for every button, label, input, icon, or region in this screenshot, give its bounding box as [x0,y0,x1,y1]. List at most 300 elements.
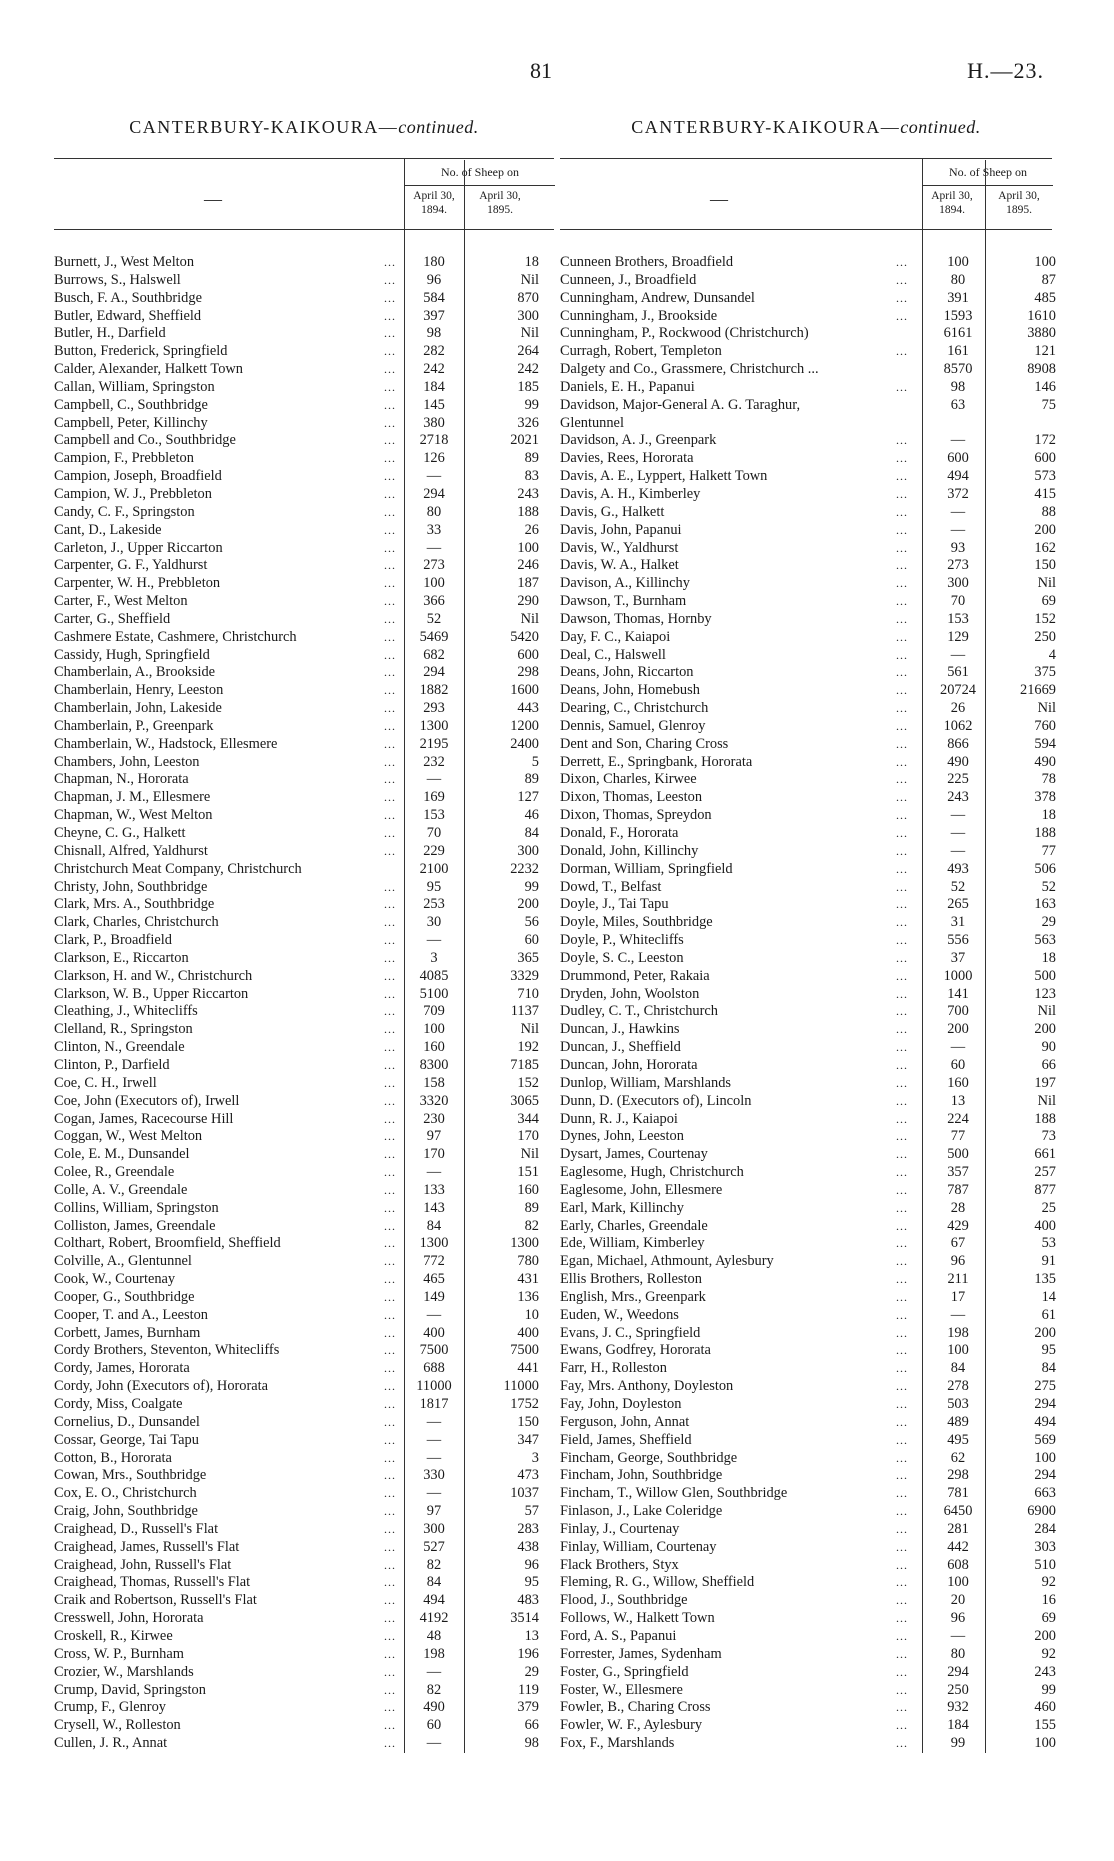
table-row [54,1057,554,1075]
leader-dots: ... [896,594,908,609]
owner-name: Donald, John, Killinchy [560,842,699,859]
table-row [560,593,1056,611]
leader-dots: ... [896,1718,908,1733]
sheep-1894-value: 31 [950,914,966,931]
table-row [560,807,1056,825]
owner-name: Flack Brothers, Styx [560,1556,679,1573]
table-row [54,736,554,754]
owner-name: Cunningham, Andrew, Dunsandel [560,289,755,306]
owner-name: Foster, W., Ellesmere [560,1681,683,1698]
sheep-1894-value: 93 [950,539,966,556]
sheep-1894-value: 141 [947,985,969,1002]
owner-name: Davis, G., Halkett [560,503,665,520]
owner-name: Croskell, R., Kirwee [54,1627,173,1644]
leader-dots: ... [384,415,396,430]
sheep-1894-value: 80 [426,503,442,520]
owner-name: Dunn, R. J., Kaiapoi [560,1110,678,1127]
table-row [560,860,1056,879]
sheep-1895-value: 600 [1034,450,1056,467]
owner-name: Carpenter, G. F., Yaldhurst [54,557,208,574]
leader-dots: ... [384,1307,396,1322]
owner-name: Farr, H., Rolleston [560,1360,667,1377]
leader-dots: ... [896,879,908,894]
sheep-1895-value: 494 [1034,1413,1056,1430]
sheep-1895-value: 242 [517,361,539,378]
sheep-1894-value: 62 [950,1449,966,1466]
sheep-1894-value: 80 [950,1645,966,1662]
owner-name: Colville, A., Glentunnel [54,1253,192,1270]
sheep-1895-value: 3065 [510,1092,539,1109]
blank-column-header: — [710,189,728,209]
sheep-1894-value: 30 [426,914,442,931]
sheep-1895-value: 151 [517,1164,539,1181]
sheep-1894-value: 380 [423,414,445,431]
table-row [560,967,1056,986]
owner-name: Craig, John, Southbridge [54,1503,198,1520]
sheep-1895-value: 431 [517,1271,539,1288]
sheep-1894-value: 26 [950,700,966,717]
leader-dots: ... [896,1611,908,1626]
leader-dots: ... [896,1307,908,1322]
leader-dots: ... [384,1414,396,1429]
sheep-1895-value: 196 [517,1645,539,1662]
sheep-1895-value: 100 [517,539,539,556]
table-row [54,1539,554,1557]
owner-name: Cotton, B., Hororata [54,1449,172,1466]
table-row [560,396,1056,415]
sheep-1894-value: 932 [947,1699,969,1716]
sheep-1895-value: 326 [517,414,539,431]
sheep-1894-value: 229 [423,842,445,859]
sheep-1895-value: 18 [1041,949,1056,966]
sheep-1894-value: 60 [426,1717,442,1734]
owner-name: Clarkson, E., Riccarton [54,949,189,966]
sheep-1895-value: 243 [517,485,539,502]
owner-name: Duncan, J., Hawkins [560,1021,680,1038]
sheep-1895-value: 57 [524,1503,539,1520]
table-row [560,539,1056,558]
leader-dots: ... [896,433,908,448]
sheep-1895-value: 7185 [510,1056,539,1073]
owner-name: Crump, F., Glenroy [54,1699,166,1716]
sheep-1895-value: 78 [1041,771,1056,788]
sheep-1894-value: — [950,503,966,520]
sheep-1894-value: 198 [947,1324,969,1341]
sheep-1894-value: 278 [947,1378,969,1395]
owner-name: Cunneen Brothers, Broadfield [560,254,734,270]
owner-name: Deans, John, Homebush [560,682,700,699]
sheep-1895-value: Nil [1037,1092,1056,1109]
leader-dots: ... [384,1486,396,1501]
owner-name: Craik and Robertson, Russell's Flat [54,1592,257,1609]
owner-name: Colle, A. V., Greendale [54,1181,188,1198]
sheep-1895-value: 415 [1034,485,1056,502]
sheep-1894-value: 253 [423,896,445,913]
owner-name: Collins, William, Springston [54,1199,219,1216]
owner-name: Finlay, J., Courtenay [560,1520,680,1537]
owner-name: Davies, Rees, Hororata [560,450,694,467]
leader-dots: ... [896,1022,908,1037]
sheep-1894-value: 11000 [416,1378,452,1395]
leader-dots: ... [384,272,396,287]
table-row [560,1645,1056,1664]
sheep-1895-value: 441 [517,1360,539,1377]
table-row [560,1324,1056,1343]
leader-dots: ... [896,1504,908,1519]
sheep-1895-value: 84 [524,825,539,841]
owner-name: Ede, William, Kimberley [560,1235,705,1252]
sheep-1895-value: 460 [1034,1699,1056,1716]
table-row [560,415,1052,433]
sheep-1894-value: 153 [947,610,969,627]
owner-name: Campion, Joseph, Broadfield [54,468,222,485]
owner-name: Flood, J., Southbridge [560,1592,688,1609]
sheep-1895-value: 375 [1034,664,1056,681]
sheep-1895-value: 275 [1034,1378,1056,1395]
owner-name: Dowd, T., Belfast [560,878,662,895]
table-row [560,485,1056,504]
owner-name: Dawson, T., Burnham [560,593,687,610]
table-row [54,647,554,665]
leader-dots: ... [896,255,908,269]
sheep-1894-value: 489 [947,1413,969,1430]
leader-dots: ... [896,772,908,787]
table-row [560,789,1056,807]
table-row [54,1717,554,1735]
sheep-1894-value: — [426,771,442,788]
table-row [54,1610,554,1628]
owner-name: Chamberlain, John, Lakeside [54,700,222,717]
sheep-1895-value: 91 [1041,1253,1056,1270]
table-row [54,1235,554,1253]
left-table [54,158,554,1753]
leader-dots: ... [384,826,396,840]
sheep-1894-value: 265 [947,896,969,913]
owner-name: Eaglesome, Hugh, Christchurch [560,1164,744,1181]
owner-name: Cornelius, D., Dunsandel [54,1413,200,1430]
owner-name: Carter, G., Sheffield [54,610,171,627]
right-table [560,158,1056,1753]
sheep-1894-value: 96 [950,1253,966,1270]
owner-name: Colliston, James, Greendale [54,1217,216,1234]
table-row [560,1342,1056,1360]
owner-name: Cross, W. P., Burnham [54,1645,184,1662]
sheep-count-header: No. of Sheep on [922,159,1053,186]
sheep-1895-value: 92 [1041,1645,1056,1662]
sheep-1895-value: 136 [517,1288,539,1305]
leader-dots: ... [896,1147,908,1162]
owner-name: Fox, F., Marshlands [560,1735,675,1752]
leader-dots: ... [896,1325,908,1340]
sheep-1895-value: 188 [1034,1110,1056,1127]
sheep-1894-value: 2100 [419,860,449,877]
sheep-1895-value: 121 [1034,343,1056,360]
owner-name: Candy, C. F., Springston [54,503,195,520]
owner-name: Dunlop, William, Marshlands [560,1074,732,1091]
owner-name: Clinton, P., Darfield [54,1056,170,1073]
sheep-1894-value: 584 [423,289,445,306]
sheep-1894-value: — [426,468,442,485]
leader-dots: ... [384,665,396,680]
sheep-1895-value: 123 [1034,985,1056,1002]
table-row [54,950,554,968]
sheep-1895-value: 300 [517,842,539,859]
table-row [54,1325,554,1343]
owner-name: Cox, E. O., Christchurch [54,1485,197,1502]
sheep-1894-value: 4192 [419,1610,449,1627]
leader-dots: ... [384,1040,396,1055]
sheep-1895-value: 347 [517,1431,539,1448]
owner-name: Craighead, Thomas, Russell's Flat [54,1574,251,1591]
owner-name: Dawson, Thomas, Hornby [560,610,712,627]
owner-name: Day, F. C., Kaiapoi [560,628,671,645]
april-1895-header: April 30, 1895. [985,186,1052,229]
sheep-1894-value: 5100 [419,985,449,1002]
sheep-1894-value: 561 [947,664,969,681]
table-row [560,628,1056,647]
sheep-1894-value: 4085 [419,967,449,984]
leader-dots: ... [384,718,396,733]
sheep-1894-value: 366 [423,593,445,610]
sheep-1895-value: 53 [1041,1235,1056,1252]
leader-dots: ... [896,1736,908,1751]
owner-name: Curragh, Robert, Templeton [560,343,722,360]
owner-name: Cossar, George, Tai Tapu [54,1431,199,1448]
sheep-1894-value: 556 [947,932,969,949]
sheep-1895-value: 264 [517,343,539,360]
leader-dots: ... [384,1611,396,1626]
owner-name: Field, James, Sheffield [560,1431,692,1448]
table-row [560,1074,1056,1093]
table-row [560,1431,1056,1450]
sheep-1894-value: 527 [423,1538,445,1555]
owner-name: Egan, Michael, Athmount, Aylesbury [560,1253,774,1270]
owner-name: Duncan, John, Hororata [560,1056,698,1073]
sheep-1894-value: 781 [947,1485,969,1502]
sheep-1895-value: 250 [1034,628,1056,645]
leader-dots: ... [384,486,396,501]
leader-dots: ... [384,308,396,323]
owner-name: Coe, C. H., Irwell [54,1074,157,1091]
leader-dots: ... [896,344,908,359]
table-row [560,1413,1056,1432]
table-row [560,1181,1056,1200]
leader-dots: ... [896,272,908,287]
owner-name: Fowler, W. F., Aylesbury [560,1717,703,1734]
table-row [560,878,1056,897]
leader-dots: ... [384,1397,396,1411]
table-row [54,272,554,290]
table-row [54,540,554,558]
sheep-1895-value: Nil [520,1021,539,1038]
table-row [54,1164,554,1182]
table-row [560,1288,1056,1307]
owner-name: Derrett, E., Springbank, Hororata [560,753,753,770]
sheep-1895-value: 365 [517,949,539,966]
leader-dots: ... [384,1379,396,1394]
sheep-1894-value: 99 [950,1735,966,1752]
sheep-1894-value: 294 [423,664,445,681]
sheep-1894-value: — [426,1663,442,1680]
sheep-1894-value: — [950,1627,966,1644]
owner-name: Clark, Mrs. A., Southbridge [54,896,215,913]
table-row [560,1485,1056,1503]
sheep-1895-value: 485 [1034,289,1056,306]
leader-dots: ... [896,1093,908,1108]
owner-name: Cunningham, J., Brookside [560,307,718,324]
owner-name: Chambers, John, Leeston [54,753,200,770]
sheep-1894-value: 300 [947,575,969,592]
sheep-1894-value: 490 [423,1699,445,1716]
table-row [560,1396,1056,1414]
sheep-1895-value: 200 [517,896,539,913]
leader-dots: ... [384,647,396,662]
owner-name: Doyle, Miles, Southbridge [560,914,713,931]
table-row [560,735,1056,754]
owner-name: Davis, John, Papanui [560,521,682,538]
sheep-1894-value: 13 [950,1092,966,1109]
leader-dots: ... [384,1022,396,1037]
leader-dots: ... [896,1218,908,1233]
leader-dots: ... [384,629,396,644]
sheep-1895-value: 150 [517,1413,539,1430]
table-row [560,1253,1056,1271]
table-row [54,1307,554,1325]
sheep-1895-value: 99 [524,878,539,895]
sheep-1895-value: 127 [517,789,539,806]
table-row [54,1521,554,1539]
owner-name: Early, Charles, Greendale [560,1217,708,1234]
sheep-1895-value: 69 [1041,593,1056,610]
table-row [560,378,1056,397]
leader-dots: ... [384,1468,396,1483]
sheep-1895-value: 1137 [510,1003,539,1020]
leader-dots: ... [384,790,396,805]
sheep-1894-value: 198 [423,1645,445,1662]
table-row [54,1628,554,1646]
sheep-1895-value: 663 [1034,1485,1056,1502]
leader-dots: ... [384,1111,396,1126]
sheep-1894-value: 1300 [419,717,449,734]
sheep-1895-value: 11000 [503,1378,539,1395]
leader-dots: ... [384,772,396,787]
sheep-1895-value: 473 [517,1467,539,1484]
sheep-1895-value: 300 [517,307,539,324]
table-row [560,1556,1056,1575]
owner-name: Earl, Mark, Killinchy [560,1199,684,1216]
sheep-1894-value: — [426,539,442,556]
leader-dots: ... [384,950,396,965]
sheep-1894-value: 787 [947,1181,969,1198]
sheep-1895-value: 152 [1034,610,1056,627]
sheep-1894-value: 232 [423,753,445,770]
leader-dots: ... [384,736,396,751]
owner-name: Clinton, N., Greendale [54,1039,185,1056]
document-code: H.—23. [967,58,1044,83]
sheep-1894-value: — [950,1306,966,1323]
table-row [54,1485,554,1503]
leader-dots: ... [896,379,908,394]
leader-dots: ... [896,790,908,805]
leader-dots: ... [896,1040,908,1055]
sheep-1895-value: 400 [1034,1217,1056,1234]
owner-name: Cordy, James, Hororata [54,1360,190,1377]
page-number: 81 [530,58,552,83]
table-row [54,290,554,308]
sheep-1894-value: 300 [423,1520,445,1537]
sheep-1894-value: 493 [947,860,969,877]
owner-name: Campion, F., Prebbleton [54,450,194,467]
owner-name: Cunneen, J., Broadfield [560,271,697,288]
sheep-1894-value: 169 [423,789,445,806]
sheep-1895-value: 1752 [510,1396,539,1412]
sheep-1895-value: 379 [517,1699,539,1716]
sheep-1895-value: 3 [531,1449,539,1466]
sheep-1894-value: 158 [423,1074,445,1091]
sheep-1895-value: 294 [1034,1396,1056,1412]
sheep-1894-value: 77 [950,1128,966,1145]
sheep-1894-value: 100 [423,575,445,592]
leader-dots: ... [384,1325,396,1340]
owner-name: Foster, G., Springfield [560,1663,689,1680]
owner-name: Chapman, N., Hororata [54,771,189,788]
sheep-1894-value: 129 [947,628,969,645]
sheep-1894-value: 84 [426,1217,442,1234]
sheep-1894-value: 1817 [419,1396,449,1412]
leader-dots: ... [896,504,908,519]
leader-dots: ... [896,1539,908,1554]
sheep-1895-value: 6900 [1027,1503,1056,1520]
table-row [560,1039,1056,1057]
sheep-1894-value: 224 [947,1110,969,1127]
leader-dots: ... [896,1057,908,1072]
sheep-1895-value: 1300 [510,1235,539,1252]
table-row [560,682,1056,700]
april-1894-header: April 30, 1894. [413,190,455,216]
leader-dots: ... [384,1075,396,1090]
table-row [54,1342,554,1360]
table-row [560,1449,1056,1468]
sheep-1895-value: 29 [524,1663,539,1680]
sheep-1895-value: 661 [1034,1146,1056,1163]
table-row [560,932,1056,950]
leader-dots: ... [896,1379,908,1394]
sheep-1894-value: 490 [947,753,969,770]
sheep-1895-value: 146 [1034,378,1056,395]
leader-dots: ... [384,326,396,341]
leader-dots: ... [896,1593,908,1608]
leader-dots: ... [896,1254,908,1269]
table-row [54,1075,554,1093]
table-row [54,896,554,914]
sheep-1895-value: 89 [524,1199,539,1216]
table-row [560,1735,1056,1753]
leader-dots: ... [896,647,908,662]
sheep-1895-value: 56 [524,914,539,931]
sheep-1894-value: 6161 [943,325,973,342]
sheep-1895-value: 483 [517,1592,539,1609]
table-row [54,1557,554,1575]
leader-dots: ... [896,861,908,876]
leader-dots: ... [384,1682,396,1697]
leader-dots: ... [896,522,908,537]
sheep-1894-value: 273 [947,557,969,574]
table-row [560,1467,1056,1485]
owner-name: Davis, A. E., Lyppert, Halkett Town [560,468,768,485]
leader-dots: ... [896,629,908,644]
leader-dots: ... [384,1432,396,1447]
owner-name: Davison, A., Killinchy [560,575,690,592]
